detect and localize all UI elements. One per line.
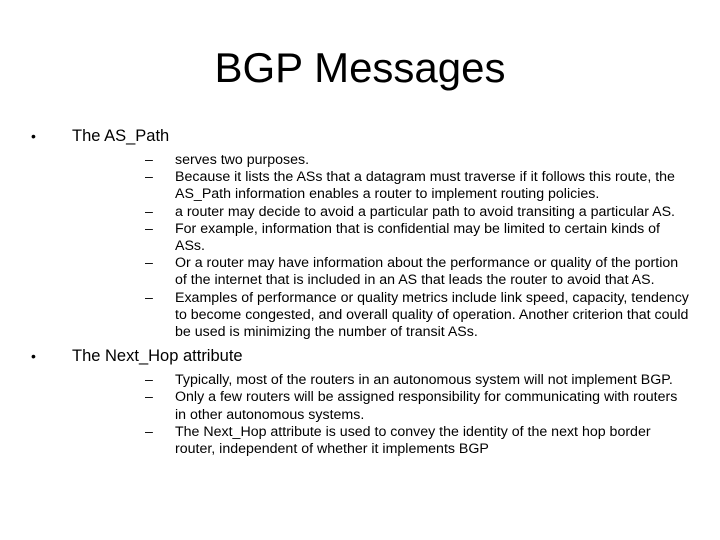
sub-item — [72, 255, 720, 289]
bullet-icon: • — [31, 128, 36, 144]
dash-icon: – — [145, 169, 153, 186]
bullet-label: The Next_Hop attribute — [72, 347, 243, 366]
sub-item — [72, 204, 720, 221]
slide-title: BGP Messages — [214, 44, 506, 91]
sub-item — [72, 372, 720, 389]
bullet-icon: • — [31, 348, 36, 365]
sub-list — [72, 152, 720, 341]
dash-icon: – — [145, 203, 153, 220]
dash-icon: – — [145, 389, 153, 406]
bullet-as-path — [0, 126, 720, 341]
sub-item-text: Typically, most of the routers in an autonomous system will not implement BGP. — [175, 372, 673, 389]
dash-icon: – — [145, 255, 153, 272]
sub-item — [72, 424, 720, 458]
dash-icon: – — [145, 289, 153, 306]
sub-item — [72, 169, 720, 203]
sub-item — [72, 152, 720, 169]
sub-item-text: Because it lists the ASs that a datagram must traverse if it follows this route, the AS_Path information enables a router to implement routing policies. — [175, 169, 675, 203]
dash-icon: – — [145, 423, 153, 440]
slide-content — [0, 126, 720, 458]
bullet-next-hop — [0, 346, 720, 458]
sub-item-text: a router may decide to avoid a particular path to avoid transiting a particular AS. — [175, 203, 675, 220]
sub-item-text: Examples of performance or quality metrics include link speed, capacity, tendency to become congested, and overall quality of operation. Another criterion that could be used is minimizing the number of transit ASs. — [175, 289, 689, 341]
dash-icon: – — [145, 152, 153, 168]
sub-item-text: Or a router may have information about the performance or quality of the portion of the internet that is included in an AS that leads the router to avoid that AS. — [175, 255, 679, 289]
bullet-label: The AS_Path — [72, 127, 170, 145]
sub-item-text: Only a few routers will be assigned responsibility for communicating with routers in other autonomous systems. — [175, 389, 678, 423]
sub-item — [72, 290, 720, 342]
sub-item — [72, 389, 720, 423]
sub-list — [72, 372, 720, 458]
sub-item-text: serves two purposes. — [175, 152, 310, 168]
dash-icon: – — [145, 220, 153, 237]
dash-icon: – — [145, 372, 153, 389]
sub-item — [72, 221, 720, 255]
sub-item-text: The Next_Hop attribute is used to convey the identity of the next hop border router, independent of whether it implements BGP — [175, 423, 651, 458]
sub-item-text: For example, information that is confidential may be limited to certain kinds of ASs. — [175, 220, 660, 255]
